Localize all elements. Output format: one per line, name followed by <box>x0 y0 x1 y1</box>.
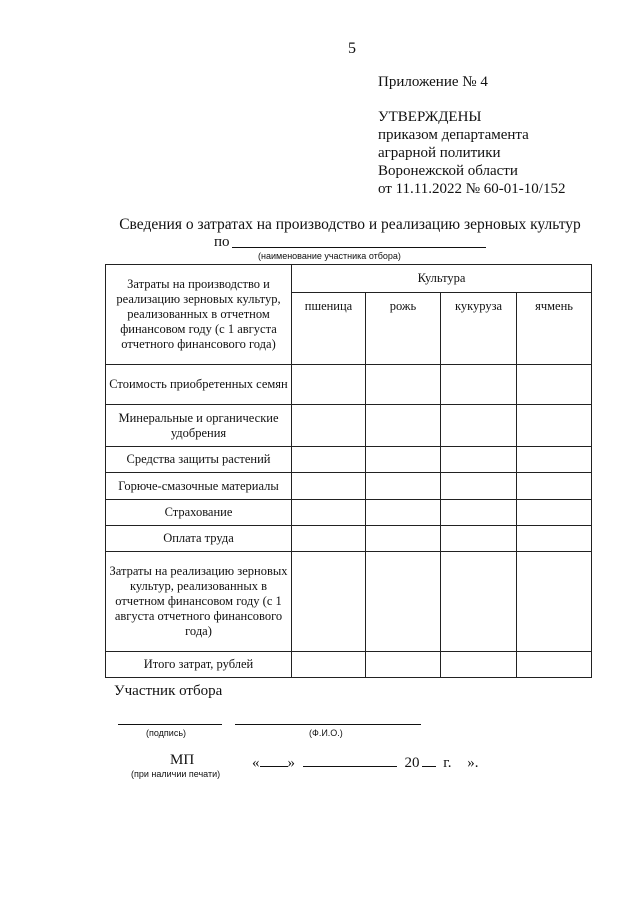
row-label-total: Итого затрат, рублей <box>106 651 292 677</box>
row-label: Оплата труда <box>106 525 292 551</box>
data-cell[interactable] <box>366 551 441 651</box>
data-cell[interactable] <box>517 405 592 447</box>
data-cell[interactable] <box>517 473 592 499</box>
data-cell[interactable] <box>441 405 517 447</box>
row-label: Средства защиты растений <box>106 447 292 473</box>
year-suffix: г. <box>443 755 452 771</box>
month-blank[interactable] <box>303 752 397 767</box>
row-label: Минеральные и органические удобрения <box>106 405 292 447</box>
table-row <box>106 551 592 651</box>
header-crop-rye: рожь <box>366 293 441 365</box>
data-cell[interactable] <box>517 365 592 405</box>
data-cell[interactable] <box>517 551 592 651</box>
data-cell[interactable] <box>441 651 517 677</box>
header-culture: Культура <box>292 265 592 293</box>
row-label: Стоимость приобретенных семян <box>106 365 292 405</box>
data-cell[interactable] <box>292 499 366 525</box>
date-line <box>252 752 478 772</box>
participant-name-line <box>232 247 486 248</box>
data-cell[interactable] <box>366 525 441 551</box>
date-close-quote: » <box>287 755 295 771</box>
fio-line[interactable] <box>235 724 421 725</box>
row-label: Горюче-смазочные материалы <box>106 473 292 499</box>
signature-line[interactable] <box>118 724 222 725</box>
po-label: по <box>214 234 230 250</box>
fio-caption: (Ф.И.О.) <box>309 728 343 738</box>
data-cell[interactable] <box>366 473 441 499</box>
document-title: Сведения о затратах на производство и реализацию зерновых культур <box>119 216 581 233</box>
seal-caption: (при наличии печати) <box>131 769 221 779</box>
data-cell[interactable] <box>441 499 517 525</box>
data-cell[interactable] <box>517 499 592 525</box>
table-row <box>106 525 592 551</box>
data-cell[interactable] <box>366 447 441 473</box>
table-row <box>106 499 592 525</box>
data-cell[interactable] <box>517 525 592 551</box>
approval-line: приказом департамента <box>378 127 529 143</box>
header-cost-category: Затраты на производство и реализацию зерновых культур, реализованных в отчетном финансовом году (с 1 августа отчетного финансового года) <box>106 265 292 365</box>
signature-caption: (подпись) <box>146 728 187 738</box>
year-blank[interactable] <box>422 752 436 767</box>
data-cell[interactable] <box>292 473 366 499</box>
data-cell[interactable] <box>292 525 366 551</box>
date-end: ». <box>467 755 479 771</box>
approval-block <box>378 108 565 198</box>
day-blank[interactable] <box>260 752 288 767</box>
data-cell[interactable] <box>366 405 441 447</box>
appendix-label: Приложение № 4 <box>378 74 488 90</box>
data-cell[interactable] <box>292 447 366 473</box>
row-label: Страхование <box>106 499 292 525</box>
table-row <box>106 447 592 473</box>
data-cell[interactable] <box>517 651 592 677</box>
data-cell[interactable] <box>441 447 517 473</box>
table-row <box>106 651 592 677</box>
data-cell[interactable] <box>441 525 517 551</box>
approval-line: аграрной политики <box>378 145 501 161</box>
data-cell[interactable] <box>441 551 517 651</box>
approval-heading: УТВЕРЖДЕНЫ <box>378 109 482 125</box>
data-cell[interactable] <box>292 405 366 447</box>
year-prefix: 20 <box>404 755 420 771</box>
data-cell[interactable] <box>366 499 441 525</box>
approval-line: от 11.11.2022 № 60-01-10/152 <box>378 181 566 197</box>
participant-name-caption: (наименование участника отбора) <box>258 251 401 261</box>
data-cell[interactable] <box>441 365 517 405</box>
header-crop-barley: ячмень <box>517 293 592 365</box>
date-open-quote: « <box>252 755 260 771</box>
data-cell[interactable] <box>366 365 441 405</box>
data-cell[interactable] <box>441 473 517 499</box>
page-number: 5 <box>348 40 356 57</box>
approval-line: Воронежской области <box>378 163 518 179</box>
table-row <box>106 473 592 499</box>
table-row <box>106 365 592 405</box>
table-row <box>106 405 592 447</box>
header-crop-corn: кукуруза <box>441 293 517 365</box>
data-cell[interactable] <box>366 651 441 677</box>
seal-label: МП <box>170 752 195 768</box>
costs-table <box>105 264 592 678</box>
participant-label: Участник отбора <box>114 683 223 699</box>
data-cell[interactable] <box>292 651 366 677</box>
data-cell[interactable] <box>292 551 366 651</box>
data-cell[interactable] <box>517 447 592 473</box>
data-cell[interactable] <box>292 365 366 405</box>
header-crop-wheat: пшеница <box>292 293 366 365</box>
row-label: Затраты на реализацию зерновых культур, реализованных в отчетном финансовом году (с 1 августа отчетного финансового года) <box>106 551 292 651</box>
